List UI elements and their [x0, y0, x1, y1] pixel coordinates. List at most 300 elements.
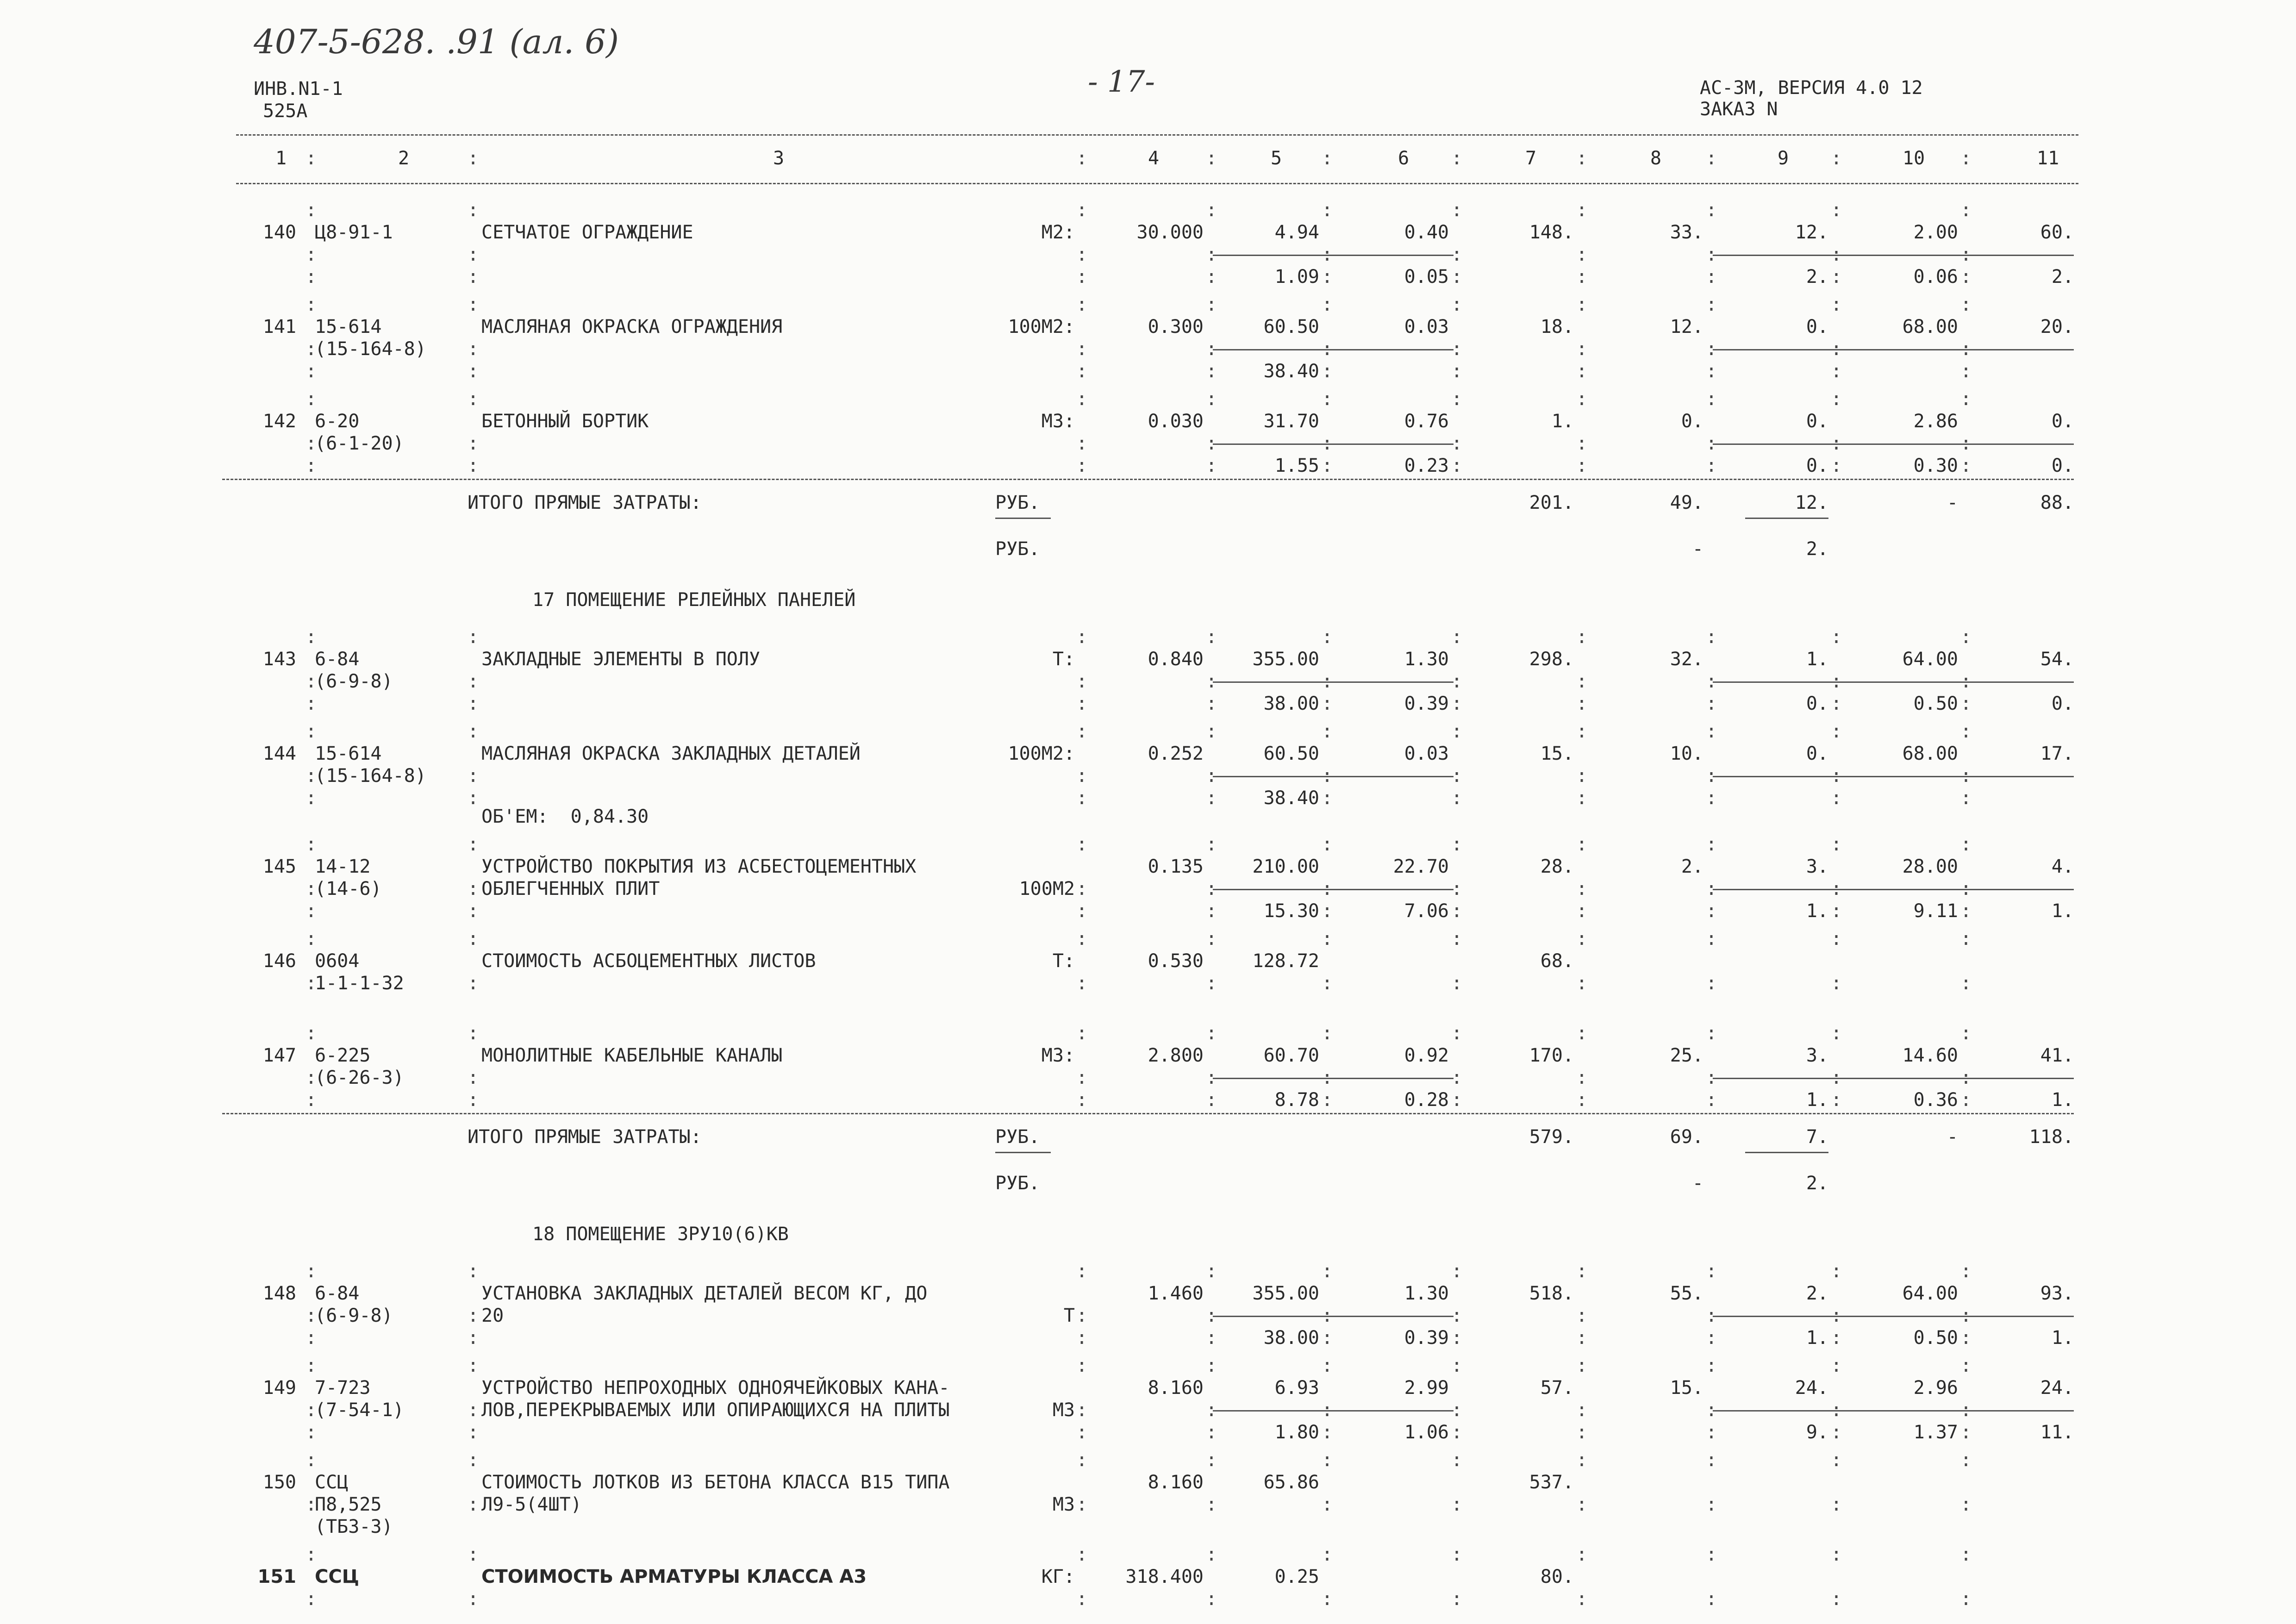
column-separator: :: [1831, 361, 1842, 382]
subcell-s9: 2.: [1806, 266, 1828, 287]
column-separator: :: [1706, 338, 1717, 360]
column-separator: :: [1960, 433, 1972, 454]
cell-c10: 14.60: [1902, 1045, 1958, 1066]
cell-c4: 0.135: [1148, 856, 1204, 877]
column-separator: :: [468, 1261, 479, 1282]
cell-c4: 0.030: [1148, 411, 1204, 432]
subrow-divider: [1213, 681, 1454, 683]
unit-underline: [995, 1152, 1051, 1153]
work-code: 6-84: [315, 649, 360, 670]
column-separator: :: [1322, 1494, 1333, 1515]
column-separator: :: [468, 1399, 479, 1421]
cell-c7: 18.: [1540, 316, 1574, 337]
column-separator: :: [1206, 1422, 1217, 1443]
cell-c5: 60.50: [1263, 316, 1319, 337]
subrow-divider: [1713, 889, 2074, 890]
subrow-divider: [1713, 776, 2074, 777]
column-separator: :: [1322, 973, 1333, 994]
subrow-divider: [1713, 681, 2074, 683]
column-separator: :: [306, 1089, 317, 1111]
column-separator: :: [1206, 1305, 1217, 1326]
work-code-extra: (7-54-1): [315, 1399, 404, 1421]
work-name: УСТРОЙСТВО НЕПРОХОДНЫХ ОДНОЯЧЕЙКОВЫХ КАНА-: [481, 1377, 950, 1399]
total-c9: 7.: [1806, 1126, 1828, 1148]
column-separator: :: [306, 361, 317, 382]
column-separator: :: [1706, 433, 1717, 454]
cell-c11: 93.: [2040, 1283, 2074, 1304]
work-name-continued: ЛОВ,ПЕРЕКРЫВАЕМЫХ ИЛИ ОПИРАЮЩИХСЯ НА ПЛИТЫ: [481, 1399, 950, 1421]
cell-c6: 0.03: [1404, 743, 1449, 764]
total-rule: [222, 479, 2074, 480]
column-separator: :: [306, 266, 317, 287]
column-separator: :: [1831, 765, 1842, 787]
column-separator: :: [1451, 338, 1463, 360]
column-separator: :: [1576, 626, 1588, 648]
column-header-3: 3: [773, 148, 785, 169]
total-sub-s9: 2.: [1806, 1173, 1828, 1194]
column-separator: :: [1706, 1449, 1717, 1471]
cell-c8: 32.: [1670, 649, 1703, 670]
subrow-divider: [1713, 1316, 2074, 1317]
column-separator: :: [1831, 1327, 1842, 1349]
work-name: МАСЛЯНАЯ ОКРАСКА ОГРАЖДЕНИЯ: [481, 316, 783, 337]
cell-c8: 55.: [1670, 1283, 1703, 1304]
column-separator: :: [1076, 200, 1088, 221]
work-code-extra: 1-1-1-32: [315, 973, 404, 994]
column-separator: :: [1451, 244, 1463, 265]
column-separator: :: [1206, 834, 1217, 855]
cell-c11: 60.: [2040, 222, 2074, 243]
column-separator: :: [306, 626, 317, 648]
column-separator: :: [1706, 721, 1717, 742]
column-header-separator: :: [306, 148, 317, 169]
cell-c5: 31.70: [1263, 411, 1319, 432]
column-separator: :: [1451, 266, 1463, 287]
column-separator: :: [1076, 1261, 1088, 1282]
work-name: МАСЛЯНАЯ ОКРАСКА ЗАКЛАДНЫХ ДЕТАЛЕЙ: [481, 743, 861, 764]
column-header-4: 4: [1148, 148, 1160, 169]
column-separator: :: [1831, 388, 1842, 410]
subcell-s5: 38.40: [1263, 787, 1319, 809]
column-separator: :: [468, 200, 479, 221]
column-separator: :: [1831, 266, 1842, 287]
cell-c10: 68.00: [1902, 743, 1958, 764]
column-separator: :: [1076, 787, 1088, 809]
column-separator: :: [1706, 693, 1717, 714]
column-separator: :: [1322, 721, 1333, 742]
cell-c7: 15.: [1540, 743, 1574, 764]
column-separator: :: [1322, 1588, 1333, 1610]
column-separator: :: [1076, 361, 1088, 382]
column-separator: :: [1206, 928, 1217, 949]
column-separator: :: [1076, 721, 1088, 742]
total-c7: 579.: [1529, 1126, 1574, 1148]
column-separator: :: [306, 1422, 317, 1443]
column-separator: :: [1831, 1261, 1842, 1282]
row-number: 145: [262, 856, 296, 877]
total-unit-2: РУБ.: [995, 1173, 1040, 1194]
subcell-s5: 1.55: [1274, 455, 1319, 476]
subcell-s9: 9.: [1806, 1422, 1828, 1443]
column-separator: :: [1076, 878, 1088, 899]
column-separator: :: [1576, 787, 1588, 809]
column-header-separator: :: [1451, 148, 1463, 169]
column-separator: :: [1576, 455, 1588, 476]
subcell-s5: 1.09: [1274, 266, 1319, 287]
column-separator: :: [1706, 1494, 1717, 1515]
cell-c5: 210.00: [1252, 856, 1319, 877]
column-separator: :: [1960, 1544, 1972, 1565]
cell-c7: 28.: [1540, 856, 1574, 877]
column-header-1: 1: [275, 148, 287, 169]
column-separator: :: [1706, 455, 1717, 476]
subrow-divider: [1213, 255, 1454, 256]
column-header-5: 5: [1271, 148, 1282, 169]
column-separator: :: [1576, 266, 1588, 287]
column-separator: :: [1451, 455, 1463, 476]
unit: Т:: [1052, 950, 1075, 972]
column-separator: :: [1322, 1305, 1333, 1326]
column-separator: :: [306, 1399, 317, 1421]
work-code: 7-723: [315, 1377, 371, 1399]
column-separator: :: [1076, 671, 1088, 692]
column-separator: :: [1960, 693, 1972, 714]
row-number: 144: [262, 743, 296, 764]
subcell-s11: 2.: [2051, 266, 2074, 287]
column-separator: :: [1576, 244, 1588, 265]
column-separator: :: [1322, 1023, 1333, 1044]
work-code-extra: (6-9-8): [315, 671, 393, 692]
column-separator: :: [1960, 455, 1972, 476]
column-separator: :: [306, 1449, 317, 1471]
subcell-s10: 1.37: [1913, 1422, 1958, 1443]
column-separator: :: [306, 878, 317, 899]
column-separator: :: [1206, 1494, 1217, 1515]
cell-c9: 12.: [1795, 222, 1828, 243]
column-separator: :: [468, 1422, 479, 1443]
subcell-s6: 0.23: [1404, 455, 1449, 476]
column-separator: :: [306, 1544, 317, 1565]
cell-c6: 0.40: [1404, 222, 1449, 243]
column-separator: :: [1576, 973, 1588, 994]
row-number: 150: [262, 1472, 296, 1493]
column-separator: :: [1960, 200, 1972, 221]
subcell-s10: 0.30: [1913, 455, 1958, 476]
column-separator: :: [468, 878, 479, 899]
column-separator: :: [1451, 200, 1463, 221]
cell-c10: 68.00: [1902, 316, 1958, 337]
work-code: ССЦ: [315, 1472, 349, 1493]
column-separator: :: [1451, 1399, 1463, 1421]
column-separator: :: [1206, 361, 1217, 382]
column-separator: :: [1322, 765, 1333, 787]
work-name: ЗАКЛАДНЫЕ ЭЛЕМЕНТЫ В ПОЛУ: [481, 649, 761, 670]
subrow-divider: [1213, 889, 1454, 890]
column-separator: :: [1960, 1305, 1972, 1326]
column-separator: :: [1451, 834, 1463, 855]
cell-c4: 30.000: [1136, 222, 1204, 243]
column-separator: :: [1831, 338, 1842, 360]
column-separator: :: [1322, 787, 1333, 809]
column-separator: :: [1831, 433, 1842, 454]
subrow-divider: [1713, 1078, 2074, 1079]
column-separator: :: [1706, 1588, 1717, 1610]
column-separator: :: [468, 928, 479, 949]
cell-c7: 80.: [1540, 1566, 1574, 1587]
column-separator: :: [1831, 834, 1842, 855]
column-separator: :: [1706, 1355, 1717, 1376]
column-header-10: 10: [1903, 148, 1925, 169]
column-separator: :: [468, 900, 479, 922]
cell-c4: 0.840: [1148, 649, 1204, 670]
column-separator: :: [1451, 1327, 1463, 1349]
row-number: 143: [262, 649, 296, 670]
row-number: 147: [262, 1045, 296, 1066]
column-separator: :: [1322, 1261, 1333, 1282]
column-separator: :: [1831, 1305, 1842, 1326]
cell-c5: 4.94: [1274, 222, 1319, 243]
column-separator: :: [1706, 1422, 1717, 1443]
total-sub-s8: -: [1692, 538, 1703, 560]
subcell-s10: 0.50: [1913, 1327, 1958, 1349]
column-header-separator: :: [1706, 148, 1717, 169]
column-separator: :: [468, 693, 479, 714]
row-number: 140: [262, 222, 296, 243]
column-separator: :: [1076, 388, 1088, 410]
cell-c4: 8.160: [1148, 1377, 1204, 1399]
subcell-s11: 11.: [2040, 1422, 2074, 1443]
work-code-extra: (15-164-8): [315, 338, 426, 360]
column-separator: :: [1451, 928, 1463, 949]
cell-c11: 4.: [2051, 856, 2074, 877]
column-separator: :: [1322, 626, 1333, 648]
column-header-9: 9: [1778, 148, 1789, 169]
column-separator: :: [468, 294, 479, 315]
column-separator: :: [468, 626, 479, 648]
column-separator: :: [306, 928, 317, 949]
column-separator: :: [1576, 433, 1588, 454]
column-separator: :: [1206, 900, 1217, 922]
column-separator: :: [1960, 1494, 1972, 1515]
column-separator: :: [468, 834, 479, 855]
cell-c9: 3.: [1806, 856, 1828, 877]
column-separator: :: [1451, 878, 1463, 899]
column-separator: :: [1206, 1399, 1217, 1421]
column-separator: :: [1576, 1399, 1588, 1421]
cell-c11: 54.: [2040, 649, 2074, 670]
cell-c11: 20.: [2040, 316, 2074, 337]
cell-c11: 17.: [2040, 743, 2074, 764]
cell-c5: 0.25: [1274, 1566, 1319, 1587]
column-header-8: 8: [1650, 148, 1662, 169]
column-separator: :: [1451, 973, 1463, 994]
unit: М2:: [1041, 222, 1075, 243]
column-header-separator: :: [1322, 148, 1333, 169]
subcell-s5: 38.40: [1263, 361, 1319, 382]
column-separator: :: [1960, 973, 1972, 994]
column-separator: :: [1960, 361, 1972, 382]
work-code-extra: (6-26-3): [315, 1067, 404, 1088]
column-separator: :: [306, 388, 317, 410]
cell-c5: 60.70: [1263, 1045, 1319, 1066]
column-separator: :: [1576, 388, 1588, 410]
subcell-s6: 0.05: [1404, 266, 1449, 287]
subrow-divider: [1713, 349, 2074, 350]
subcell-s5: 38.00: [1263, 693, 1319, 714]
column-separator: :: [1706, 973, 1717, 994]
row-number: 148: [262, 1283, 296, 1304]
column-separator: :: [1831, 1494, 1842, 1515]
column-separator: :: [1206, 200, 1217, 221]
column-separator: :: [1076, 1399, 1088, 1421]
column-separator: :: [468, 1023, 479, 1044]
column-separator: :: [306, 834, 317, 855]
column-separator: :: [1076, 1355, 1088, 1376]
column-separator: :: [1576, 834, 1588, 855]
cell-c6: 1.30: [1404, 649, 1449, 670]
column-separator: :: [468, 266, 479, 287]
column-separator: :: [1076, 1327, 1088, 1349]
subcell-s9: 0.: [1806, 455, 1828, 476]
column-separator: :: [306, 244, 317, 265]
column-separator: :: [1706, 1399, 1717, 1421]
column-header-6: 6: [1398, 148, 1410, 169]
column-separator: :: [1322, 1089, 1333, 1111]
column-separator: :: [1076, 1089, 1088, 1111]
column-separator: :: [1706, 1327, 1717, 1349]
column-separator: :: [1076, 294, 1088, 315]
column-separator: :: [306, 1067, 317, 1088]
work-name: УСТАНОВКА ЗАКЛАДНЫХ ДЕТАЛЕЙ ВЕСОМ КГ, ДО: [481, 1283, 928, 1304]
column-separator: :: [1576, 1422, 1588, 1443]
column-separator: :: [1960, 928, 1972, 949]
total-unit-2: РУБ.: [995, 538, 1040, 560]
column-separator: :: [1576, 361, 1588, 382]
subcell-s9: 0.: [1806, 693, 1828, 714]
cell-c9: 0.: [1806, 316, 1828, 337]
inventory-number: ИНВ.N1-1: [254, 78, 343, 100]
column-separator: :: [1831, 671, 1842, 692]
column-separator: :: [306, 1327, 317, 1349]
column-separator: :: [1206, 1089, 1217, 1111]
subcell-s6: 0.28: [1404, 1089, 1449, 1111]
volume-note: ОБ'ЕМ: 0,84.30: [481, 806, 649, 827]
column-separator: :: [1206, 693, 1217, 714]
column-separator: :: [1960, 244, 1972, 265]
total-underline: [1745, 518, 1828, 519]
column-separator: :: [1322, 1422, 1333, 1443]
column-separator: :: [1206, 1023, 1217, 1044]
column-separator: :: [1960, 1089, 1972, 1111]
cell-c9: 0.: [1806, 743, 1828, 764]
column-separator: :: [1960, 900, 1972, 922]
subcell-s11: 0.: [2051, 693, 2074, 714]
column-separator: :: [1206, 671, 1217, 692]
column-separator: :: [468, 1544, 479, 1565]
column-separator: :: [1322, 834, 1333, 855]
column-separator: :: [1206, 266, 1217, 287]
column-separator: :: [306, 1261, 317, 1282]
cell-c6: 1.30: [1404, 1283, 1449, 1304]
column-separator: :: [306, 721, 317, 742]
column-separator: :: [1576, 1023, 1588, 1044]
column-separator: :: [1322, 266, 1333, 287]
column-separator: :: [306, 200, 317, 221]
column-header-2: 2: [398, 148, 410, 169]
total-underline: [1745, 1152, 1828, 1153]
cell-c7: 537.: [1529, 1472, 1574, 1493]
column-separator: :: [468, 1449, 479, 1471]
column-separator: :: [1322, 900, 1333, 922]
column-separator: :: [1206, 878, 1217, 899]
column-separator: :: [1206, 787, 1217, 809]
column-separator: :: [1706, 900, 1717, 922]
column-separator: :: [1576, 1449, 1588, 1471]
column-separator: :: [1451, 721, 1463, 742]
column-separator: :: [468, 765, 479, 787]
total-unit: РУБ.: [995, 1126, 1040, 1148]
column-separator: :: [1322, 433, 1333, 454]
column-separator: :: [1706, 787, 1717, 809]
subrow-divider: [1213, 1410, 1454, 1412]
work-name: СЕТЧАТОЕ ОГРАЖДЕНИЕ: [481, 222, 693, 243]
column-separator: :: [1831, 1355, 1842, 1376]
column-separator: :: [1076, 1422, 1088, 1443]
column-separator: :: [1576, 693, 1588, 714]
program-version: АС-3М, ВЕРСИЯ 4.0 12: [1700, 77, 1923, 99]
row-number: 146: [262, 950, 296, 972]
cell-c10: 64.00: [1902, 1283, 1958, 1304]
subcell-s5: 15.30: [1263, 900, 1319, 922]
handwritten-project-code: 407-5-628. .91 (ал. 6): [254, 22, 619, 61]
subcell-s6: 1.06: [1404, 1422, 1449, 1443]
column-separator: :: [1576, 1261, 1588, 1282]
row-number: 151: [257, 1566, 296, 1587]
column-separator: :: [1451, 294, 1463, 315]
cell-c7: 298.: [1529, 649, 1574, 670]
cell-c11: 24.: [2040, 1377, 2074, 1399]
column-separator: :: [1960, 1588, 1972, 1610]
column-header-11: 11: [2037, 148, 2059, 169]
column-separator: :: [1451, 1449, 1463, 1471]
cell-c10: 28.00: [1902, 856, 1958, 877]
column-separator: :: [1960, 1261, 1972, 1282]
unit: М3: [1052, 1399, 1075, 1421]
cell-c6: 22.70: [1393, 856, 1449, 877]
cell-c9: 3.: [1806, 1045, 1828, 1066]
column-separator: :: [1706, 671, 1717, 692]
unit: КГ:: [1041, 1566, 1075, 1587]
cell-c7: 148.: [1529, 222, 1574, 243]
cell-c10: 64.00: [1902, 649, 1958, 670]
cell-c10: 2.00: [1913, 222, 1958, 243]
unit: Т: [1063, 1305, 1075, 1326]
column-separator: :: [1576, 1355, 1588, 1376]
column-separator: :: [1206, 388, 1217, 410]
work-code: 15-614: [315, 316, 382, 337]
column-separator: :: [1451, 626, 1463, 648]
column-separator: :: [1206, 338, 1217, 360]
column-separator: :: [306, 455, 317, 476]
column-separator: :: [1576, 878, 1588, 899]
subrow-divider: [1213, 349, 1454, 350]
column-separator: :: [1076, 455, 1088, 476]
total-c10: -: [1947, 492, 1958, 513]
column-separator: :: [1960, 834, 1972, 855]
column-separator: :: [1960, 1327, 1972, 1349]
page-number: - 17-: [1088, 65, 1155, 99]
column-separator: :: [468, 1355, 479, 1376]
